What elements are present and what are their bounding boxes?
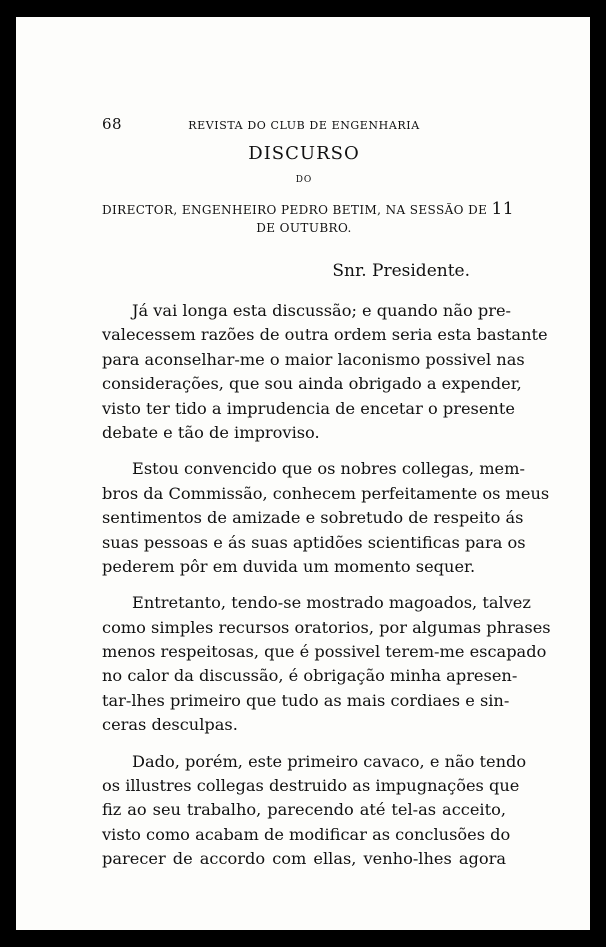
text-line: tar-lhes primeiro que tudo as mais cordiaes e sin- [102,690,510,710]
speech-attribution [102,199,514,219]
text-line: valecessem razões de outra ordem seria esta bastante [102,325,548,345]
text-line: ceras desculpas. [102,715,238,735]
page-content [102,115,551,872]
text-line: considerações, que sou ainda obrigado a expender, [102,374,522,394]
paragraph [102,750,527,872]
text-line: como simples recursos oratorios, por algumas phrases [102,617,551,637]
text-line: visto como acabam de modificar as conclusões do [102,824,511,844]
text-line: Já vai longa esta discussão; e quando não pre- [132,301,512,320]
paragraph [102,591,551,737]
journal-title: REVISTA DO CLUB DE ENGENHARIA [188,119,420,132]
text-line: fiz ao seu trabalho, parecendo até tel-as acceito, [102,800,506,820]
text-line: visto ter tido a imprudencia de encetar o presente [102,398,515,418]
book-page [16,17,590,930]
text-line: Entretanto, tendo-se mostrado magoados, talvez [132,593,531,613]
text-line: para aconselhar-me o maior laconismo possivel nas [102,349,525,369]
speech-subtitle: DO [295,175,313,185]
text-line: no calor da discussão, é obrigação minha apresen- [102,666,518,686]
text-line: suas pessoas e ás suas aptidões scientificas para os [102,532,526,552]
text-line: debate e tão de improviso. [102,422,320,442]
running-header [102,115,506,135]
text-line: pederem pôr em duvida um momento sequer. [102,556,476,576]
text-line: Estou convencido que os nobres collegas, mem- [132,459,525,479]
salutation: Snr. Presidente. [332,261,470,281]
page-number: 68 [102,115,123,133]
paragraph [102,457,550,579]
text-line: sentimentos de amizade e sobretudo de respeito ás [102,508,524,528]
text-line: Dado, porém, este primeiro cavaco, e não tendo [132,751,527,771]
paragraph [102,299,548,445]
speech-title: DISCURSO [248,143,360,164]
attribution-text: DIRECTOR, ENGENHEIRO PEDRO BETIM, NA SESSÃO DE [102,203,488,217]
text-line: bros da Commissão, conhecem perfeitamente os meus [102,483,550,503]
text-line: menos respeitosas, que é possivel terem-me escapado [102,642,547,662]
text-line: parecer de accordo com ellas, venho-lhes agora [102,849,506,869]
text-line: os illustres collegas destruido as impugnações que [102,776,520,796]
attribution-month: DE OUTUBRO. [256,221,352,235]
attribution-day: 11 [491,199,514,219]
